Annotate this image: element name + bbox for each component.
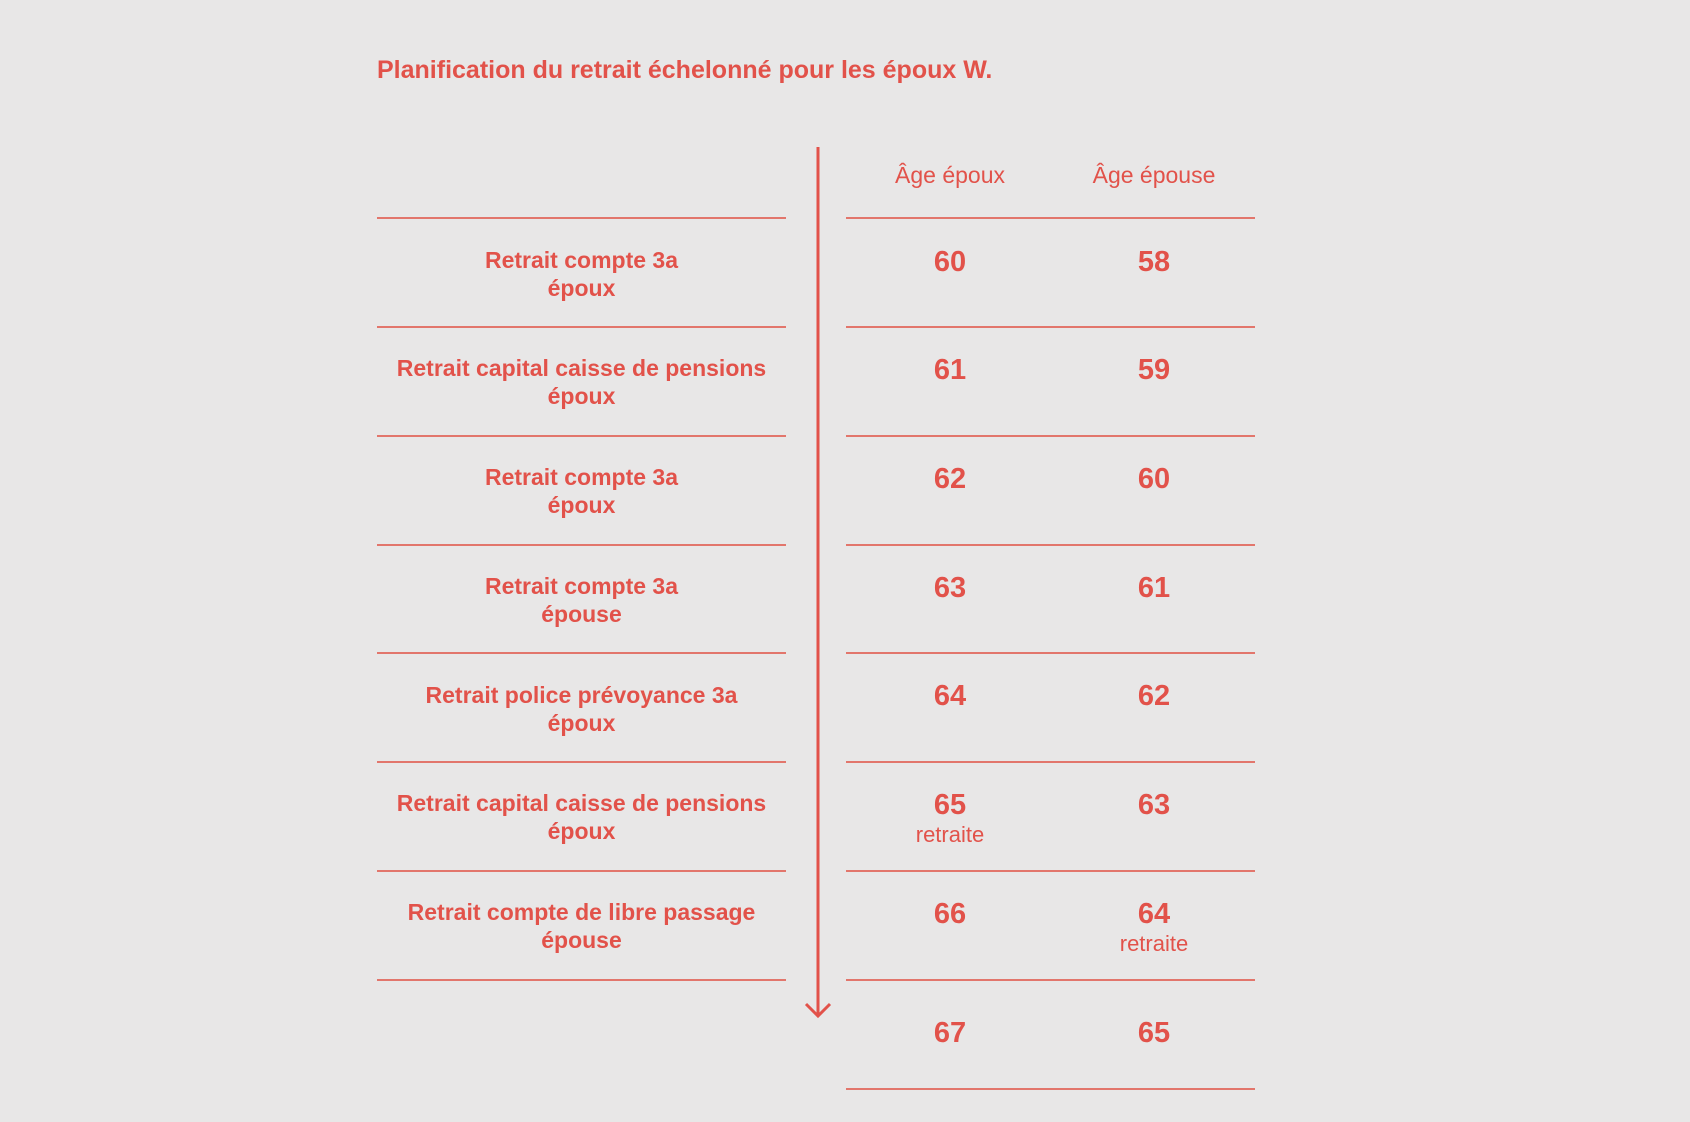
wife-age-cell [1054,1016,1254,1050]
wife-age-cell [1054,788,1254,822]
page-title: Planification du retrait échelonné pour les époux W. [377,56,993,84]
row-person: époux [547,383,616,409]
wife-age-cell [1054,462,1254,496]
row-action: Retrait capital caisse de pensions [396,355,767,381]
wife-age: 63 [1137,789,1171,821]
husband-age: 63 [933,572,967,604]
divider-left [377,326,786,328]
table-row-label [377,246,786,302]
husband-age: 66 [933,898,967,930]
row-person: époux [547,710,616,736]
column-header-wife-age: Âge épouse [1092,162,1216,188]
row-action: Retrait capital caisse de pensions [396,790,767,816]
wife-age-cell [1054,353,1254,387]
husband-age: 61 [933,354,967,386]
divider-right [846,761,1255,763]
wife-age: 64 [1137,898,1171,930]
divider-right [846,870,1255,872]
row-person: épouse [541,601,622,627]
row-action: Retrait compte 3a [484,247,678,273]
table-row-label [377,572,786,628]
wife-age: 62 [1137,680,1171,712]
husband-age-cell [850,353,1050,387]
husband-age-cell [850,245,1050,279]
divider-right [846,326,1255,328]
wife-age-cell [1054,897,1254,957]
row-person: époux [547,275,616,301]
row-action: Retrait compte de libre passage [407,899,756,925]
down-arrow-icon [800,147,836,1022]
divider-right [846,652,1255,654]
row-person: épouse [541,927,622,953]
divider-left [377,217,786,219]
row-action: Retrait police prévoyance 3a [425,682,738,708]
row-action: Retrait compte 3a [484,464,678,490]
husband-age: 62 [933,463,967,495]
wife-age: 65 [1137,1017,1171,1049]
table-row-label [377,789,786,845]
divider-left [377,435,786,437]
wife-age-cell [1054,245,1254,279]
retirement-note: retraite [1119,931,1189,956]
husband-age: 64 [933,680,967,712]
husband-age-cell [850,679,1050,713]
divider-right [846,1088,1255,1090]
table-row-label [377,681,786,737]
husband-age-cell [850,462,1050,496]
divider-right [846,217,1255,219]
divider-right [846,544,1255,546]
table-row-label [377,898,786,954]
divider-left [377,870,786,872]
row-person: époux [547,818,616,844]
husband-age-cell [850,897,1050,931]
divider-right [846,979,1255,981]
divider-left [377,652,786,654]
row-action: Retrait compte 3a [484,573,678,599]
wife-age: 60 [1137,463,1171,495]
divider-left [377,761,786,763]
husband-age: 60 [933,246,967,278]
husband-age: 67 [933,1017,967,1049]
wife-age: 61 [1137,572,1171,604]
wife-age-cell [1054,571,1254,605]
husband-age-cell [850,571,1050,605]
husband-age-cell [850,1016,1050,1050]
divider-left [377,979,786,981]
table-row-label [377,463,786,519]
divider-right [846,435,1255,437]
row-person: époux [547,492,616,518]
column-header-husband-age: Âge époux [895,162,1005,188]
husband-age: 65 [933,789,967,821]
retirement-note: retraite [915,822,985,847]
table-row-label [377,354,786,410]
divider-left [377,544,786,546]
wife-age: 59 [1137,354,1171,386]
husband-age-cell [850,788,1050,848]
wife-age-cell [1054,679,1254,713]
wife-age: 58 [1137,246,1171,278]
